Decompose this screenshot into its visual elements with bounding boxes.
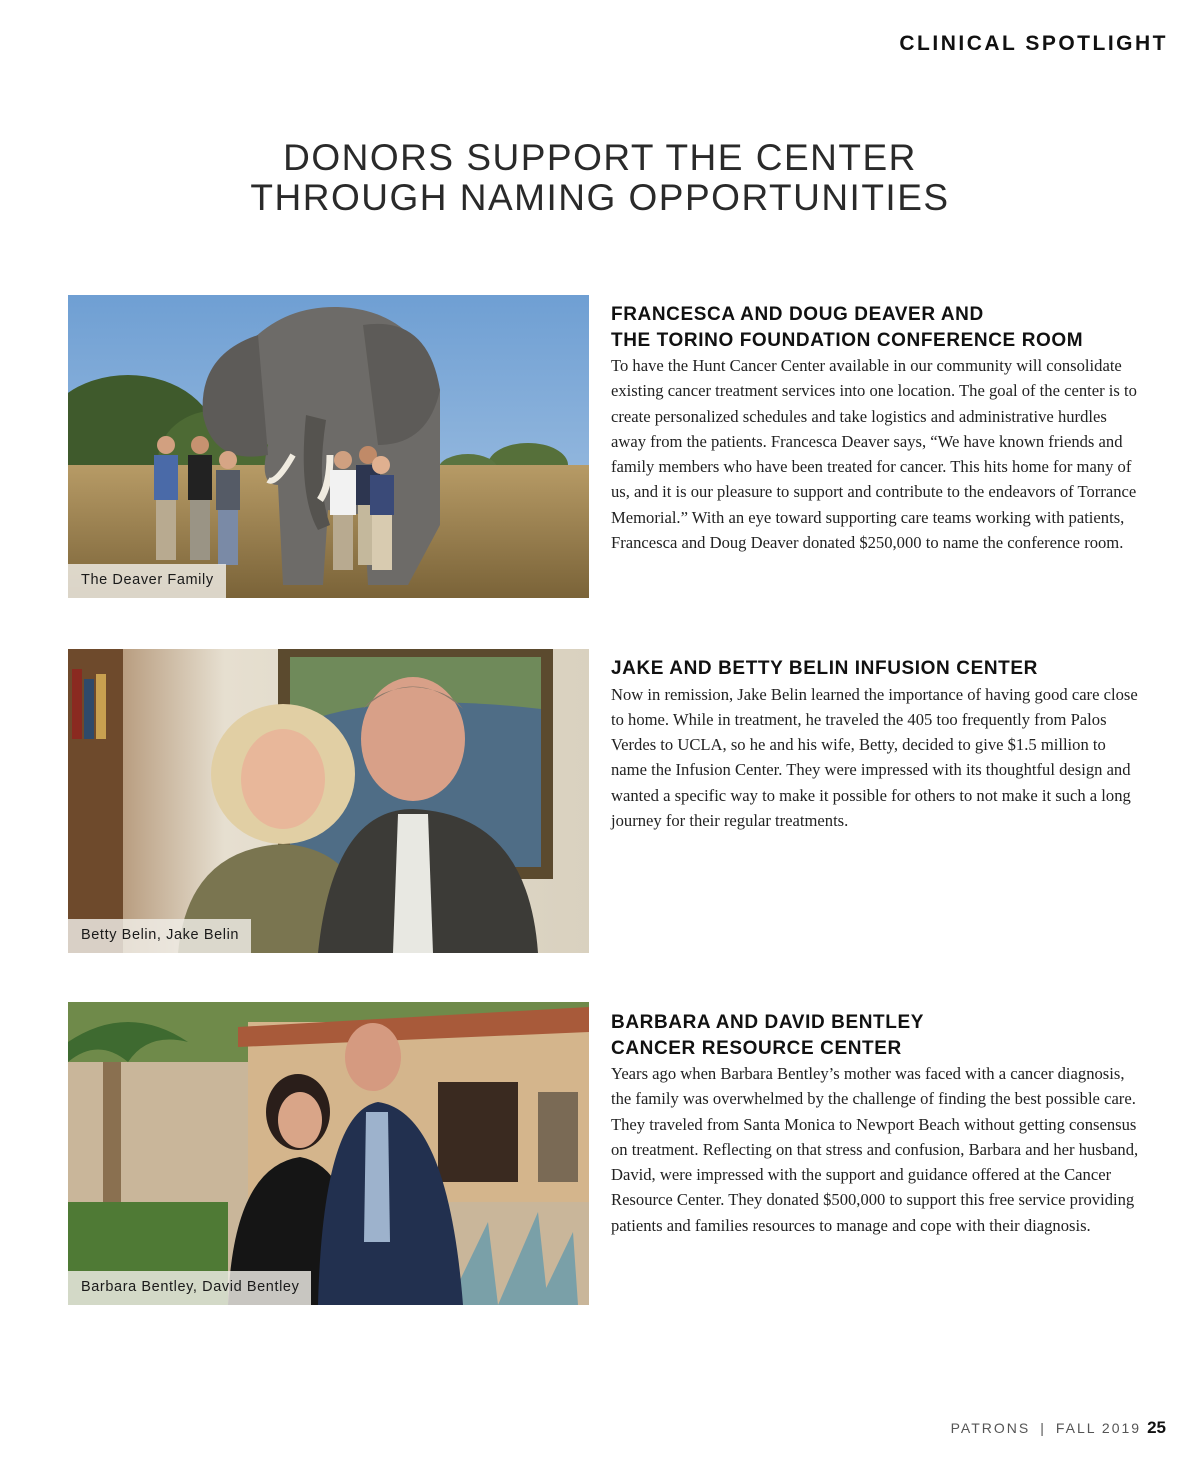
story-heading: [611, 656, 1141, 682]
safari-elephant-image: [68, 295, 589, 598]
story-heading-line-1: BARBARA AND DAVID BENTLEY: [611, 1012, 925, 1033]
deaver-family-photo: [68, 295, 589, 598]
story-body: Now in remission, Jake Belin learned the importance of having good care close to home. While in treatment, he traveled the 405 too frequently from Palos Verdes to UCLA, so he and his wife, Betty, decided to give $1.5 million to name the Infusion Center. They were impressed with its thoughtful design and wanted a specific way to make it possible for others to not make it such a long journey for their regular treatments.: [611, 684, 1138, 830]
publication-name: PATRONS: [950, 1420, 1031, 1436]
story-heading-line-2: THE TORINO FOUNDATION CONFERENCE ROOM: [611, 329, 1084, 351]
story-body: Years ago when Barbara Bentley’s mother was faced with a cancer diagnosis, the family was overwhelmed by the challenge of finding the best possible care. They traveled from Santa Monica to Newport Beach without getting consensus on treatment. Reflecting on that stress and confusion, Barbara and her husband, David, were impressed with the support and guidance offered at the Cancer Resource Center. They donated $500,000 to support this free service providing patients and families resources to manage and cope with their diagnosis.: [611, 1064, 1139, 1235]
bentley-couple-photo: [68, 1002, 589, 1305]
story-belin: [611, 656, 1141, 833]
issue-date: FALL 2019: [1055, 1420, 1142, 1436]
belin-couple-photo: [68, 649, 589, 953]
page-title-line-1: DONORS SUPPORT THE CENTER: [283, 137, 917, 178]
photo-caption: Barbara Bentley, David Bentley: [68, 1271, 311, 1305]
story-bentley: [611, 1010, 1141, 1238]
page-title-line-2: THROUGH NAMING OPPORTUNITIES: [250, 177, 950, 218]
story-heading: [611, 302, 1141, 353]
folio-separator: |: [1040, 1420, 1046, 1436]
photo-caption: Betty Belin, Jake Belin: [68, 919, 251, 953]
bentley-garden-image: [68, 1002, 589, 1305]
story-deaver: [611, 302, 1141, 555]
story-heading-line-1: JAKE AND BETTY BELIN INFUSION CENTER: [611, 658, 1038, 679]
story-heading-line-1: FRANCESCA AND DOUG DEAVER AND: [611, 304, 984, 325]
story-heading: [611, 1010, 1141, 1061]
story-heading-line-2: CANCER RESOURCE CENTER: [611, 1037, 902, 1059]
section-label: CLINICAL SPOTLIGHT: [899, 32, 1168, 55]
story-body: To have the Hunt Cancer Center available in our community will consolidate existing cancer treatment services into one location. The goal of the center is to create personalized schedules and take logistics and administrative hurdles away from the patients. Francesca Deaver says, “We have known friends and family members who have been treated for cancer. This hits home for many of us, and it is our pleasure to support and contribute to the endeavors of Torrance Memorial.” With an eye toward supporting care teams working with patients, Francesca and Doug Deaver donated $250,000 to name the conference room.: [611, 356, 1137, 553]
page-folio: [951, 1418, 1166, 1438]
photo-caption: The Deaver Family: [68, 564, 226, 598]
belin-portrait-image: [68, 649, 589, 953]
page-title: [0, 138, 1200, 218]
page-number: 25: [1147, 1418, 1166, 1437]
